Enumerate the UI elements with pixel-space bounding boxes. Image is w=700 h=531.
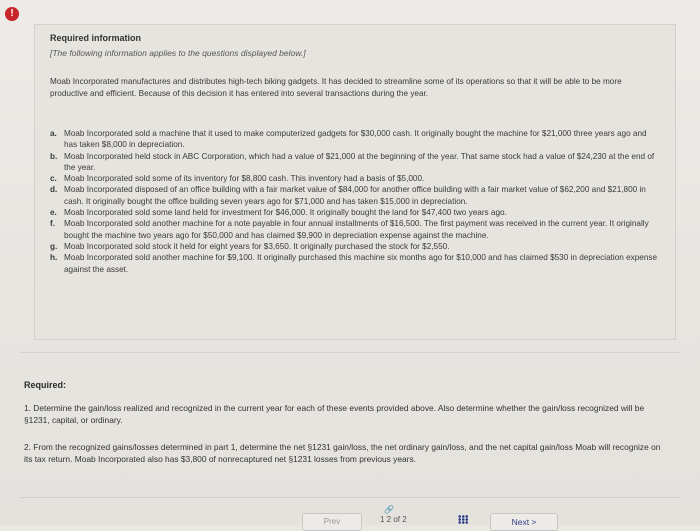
item-text: Moab Incorporated sold another machine for $9,100. It originally purchased this machine six months ago for $10,000 and has claimed $530 in depreciation expense against the asset.: [64, 253, 658, 274]
item-text: Moab Incorporated sold another machine for a note payable in four annual installments of $16,500. The first payment was received in the current year. It originally bought the machine two years ago for $50,000 and has claimed $9,900 in depreciation expense against the machine.: [64, 219, 649, 240]
list-item: [50, 252, 660, 275]
item-letter: e.: [50, 208, 57, 218]
list-item: [50, 241, 660, 252]
list-item: [50, 173, 660, 184]
item-letter: d.: [50, 185, 58, 195]
item-text: Moab Incorporated sold some of its inventory for $8,800 cash. This inventory had a basis of $5,000.: [64, 174, 425, 184]
link-icon[interactable]: 🔗: [384, 505, 394, 514]
list-item: [50, 128, 660, 151]
item-letter: f.: [50, 219, 56, 229]
intro-paragraph: Moab Incorporated manufactures and distributes high-tech biking gadgets. It has decided to streamline some of its operations so that it will be able to be more productive and efficient. Because of this decision it has entered into several transactions during the year.: [50, 77, 622, 98]
prev-button[interactable]: Prev: [302, 513, 362, 531]
item-text: Moab Incorporated sold some land held for investment for $46,000. It originally bought the land for $47,400 two years ago.: [64, 208, 507, 218]
events-list: [50, 128, 660, 275]
list-item: [50, 184, 660, 207]
list-item: [50, 218, 660, 241]
page-indicator[interactable]: 1 2 of 2: [380, 515, 407, 524]
item-text: Moab Incorporated sold a machine that it used to make computerized gadgets for $30,000 cash. It originally bought the machine for $21,000 three years ago and has taken $8,000 in depreciation.: [64, 129, 647, 150]
list-item: [50, 207, 660, 218]
section-divider: [20, 352, 680, 353]
item-letter: b.: [50, 151, 58, 161]
required-item-1: 1. Determine the gain/loss realized and recognized in the current year for each of these events provided above. Also determine whether the gain/loss recognized will be §1231, capital, or ordinary.: [24, 403, 645, 425]
item-letter: g.: [50, 241, 58, 251]
item-letter: c.: [50, 174, 57, 184]
item-text: Moab Incorporated sold stock it held for eight years for $3,650. It originally purchased the stock for $2,550.: [64, 241, 450, 251]
item-text: Moab Incorporated disposed of an office building with a fair market value of $84,000 for another office building with a fair market value of $62,200 and $21,800 in cash. It originally bought the office building seven years ago for $71,000 and has taken $15,000 in depreciation.: [64, 185, 646, 206]
next-button[interactable]: Next >: [490, 513, 558, 531]
required-heading: Required:: [24, 380, 67, 390]
required-item-2: 2. From the recognized gains/losses determined in part 1, determine the net §1231 gain/loss, the net ordinary gain/loss, and the net capital gain/loss Moab will recognize on its tax return. Moab Incorporated also has $3,800 of nonrecaptured net §1231 losses from previous years.: [24, 442, 661, 464]
item-letter: a.: [50, 129, 57, 138]
alert-icon: !: [5, 7, 19, 21]
list-item: [50, 151, 660, 174]
info-title: Required information: [50, 33, 142, 43]
grid-icon[interactable]: [458, 515, 468, 524]
item-letter: h.: [50, 253, 58, 263]
footer-nav: [0, 505, 700, 525]
info-note: [The following information applies to the questions displayed below.]: [50, 48, 306, 58]
footer-divider: [20, 497, 680, 498]
item-text: Moab Incorporated held stock in ABC Corporation, which had a value of $21,000 at the beginning of the year. That same stock had a value of $24,230 at the end of the year.: [64, 151, 655, 172]
